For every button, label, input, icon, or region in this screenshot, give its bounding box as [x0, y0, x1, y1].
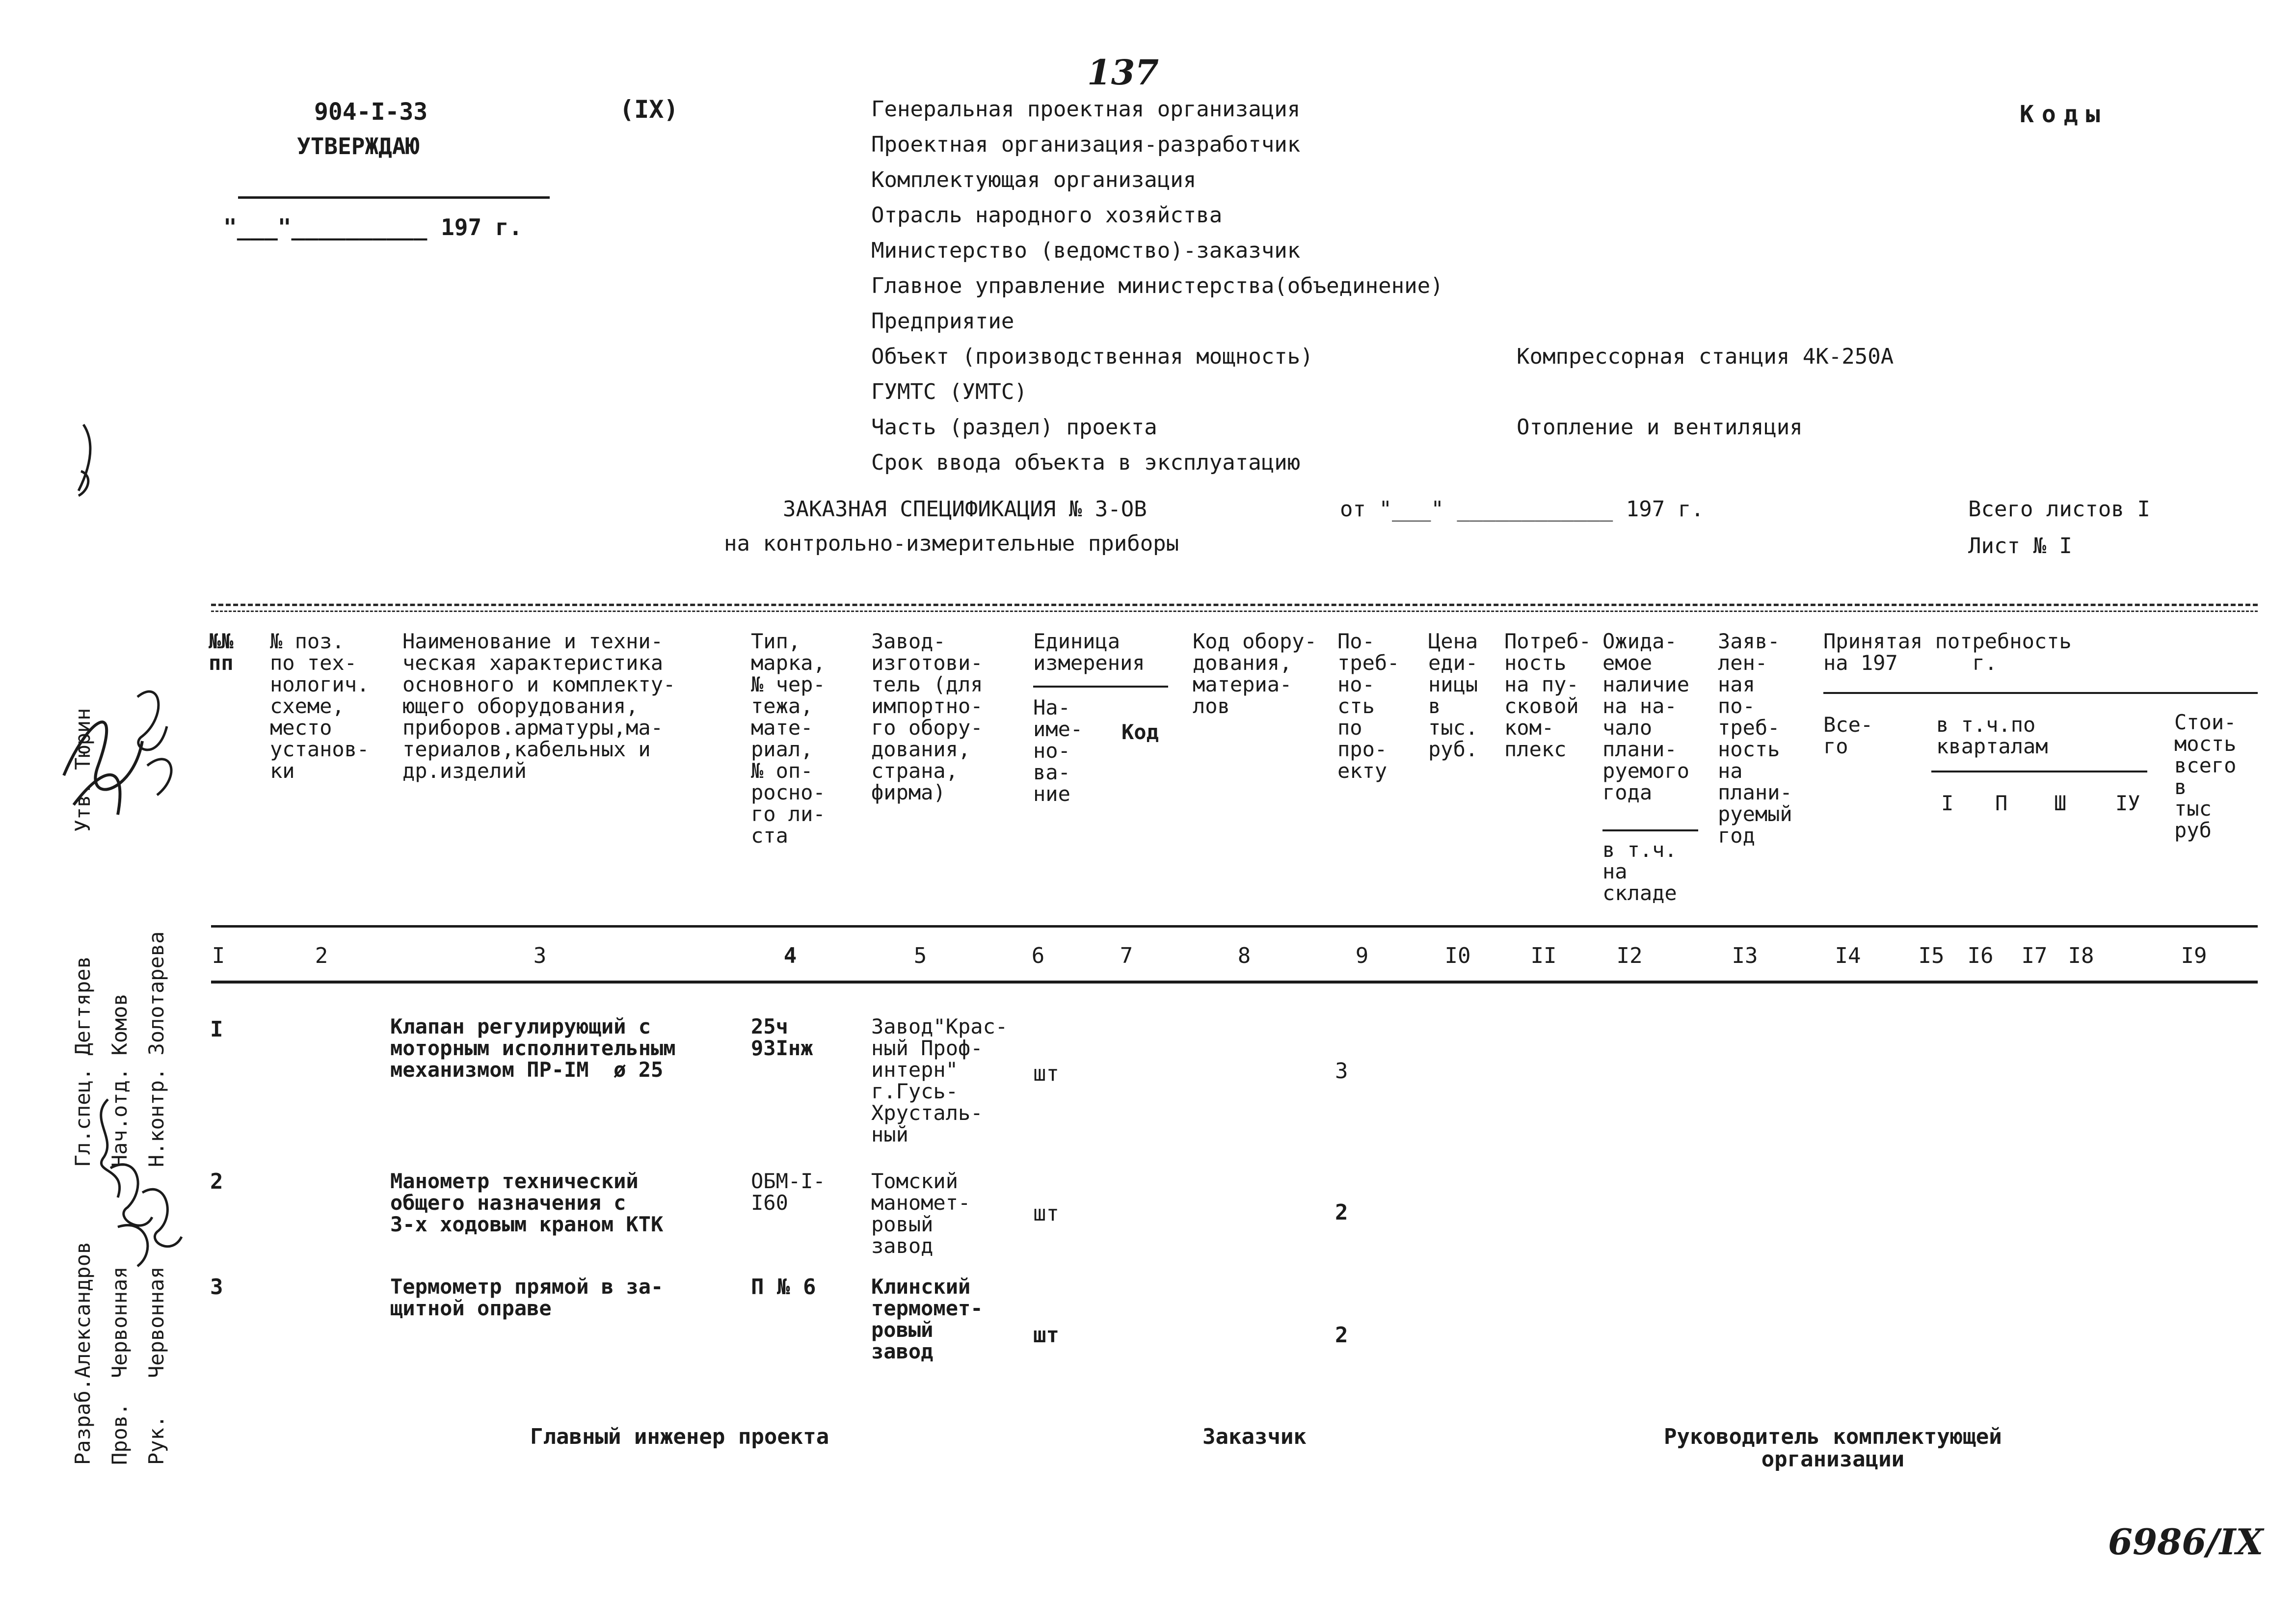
chief-engineer-signature: Главный инженер проекта	[530, 1424, 829, 1449]
org-line: Отрасль народного хозяйства	[871, 203, 1223, 228]
org-line: Объект (производственная мощность)	[871, 344, 1313, 369]
part-value: Отопление и вентиляция	[1517, 415, 1803, 440]
object-value: Компрессорная станция 4К-250А	[1517, 344, 1894, 369]
column-number: I5	[1918, 943, 1945, 968]
header-col-9: По- треб- но- сть по про- екту	[1337, 629, 1400, 783]
header-col-6: На- име- но- ва- ние	[1033, 695, 1083, 806]
supplier-signature: Руководитель комплектующей организации	[1664, 1424, 2002, 1472]
stock-divider	[1602, 829, 1698, 831]
album-number: (IX)	[619, 95, 679, 124]
org-line: Министерство (ведомство)-заказчик	[871, 238, 1301, 263]
row-item-name: Манометр технический общего назначения с 3-х ходовым краном КТК	[390, 1169, 664, 1236]
org-line: Срок ввода объекта в эксплуатацию	[871, 450, 1301, 475]
column-numbers-rule	[211, 981, 2258, 984]
spec-title: ЗАКАЗНАЯ СПЕЦИФИКАЦИЯ № 3-ОВ	[783, 497, 1147, 522]
row-item-qty: 2	[1335, 1323, 1348, 1348]
row-item-qty: 2	[1335, 1200, 1348, 1225]
codes-label: Коды	[2020, 101, 2108, 128]
quarter-label: П	[1995, 791, 2008, 815]
page-number: 137	[1087, 52, 1159, 93]
table-top-rule	[211, 611, 2258, 612]
stamp-line-3: Рук. Червонная Н.контр. Золотарева	[144, 931, 168, 1465]
row-item-type: 25ч 93Iнж	[751, 1014, 813, 1060]
column-number: I8	[2068, 943, 2094, 968]
org-line: Часть (раздел) проекта	[871, 415, 1157, 440]
column-number: I3	[1732, 943, 1758, 968]
row-item-unit: шт	[1033, 1323, 1059, 1348]
header-col-12: Ожида- емое наличие на на- чало плани- руемого года	[1602, 629, 1690, 804]
header-col-13: Заяв- лен- ная по- треб- ность на плани- руемый год	[1718, 629, 1792, 848]
column-number: I4	[1835, 943, 1861, 968]
table-top-rule	[211, 604, 2258, 606]
org-line: Генеральная проектная организация	[871, 97, 1301, 122]
unit-divider	[1033, 686, 1168, 688]
row-item-maker: Томский маномет- ровый завод	[871, 1169, 971, 1258]
header-col-10: Цена еди- ницы в тыс. руб.	[1428, 629, 1478, 761]
column-number: 6	[1031, 943, 1045, 968]
row-item-name: Клапан регулирующий с моторным исполнительным механизмом ПР-IМ ø 25	[390, 1014, 676, 1082]
column-number: I7	[2021, 943, 2048, 968]
row-item-maker: Клинский термомет- ровый завод	[871, 1275, 983, 1363]
row-item-unit: шт	[1033, 1201, 1059, 1226]
column-number: I2	[1616, 943, 1643, 968]
org-line: Комплектующая организация	[871, 167, 1197, 192]
header-col-7: Код	[1121, 720, 1159, 744]
row-item-type: ОБМ-I- I60	[751, 1169, 826, 1215]
accepted-divider	[1823, 692, 2258, 694]
row-item-maker: Завод"Крас- ный Проф- интерн" г.Гусь- Хрусталь- ный	[871, 1014, 1008, 1146]
header-col-8: Код обору- дования, материа- лов	[1193, 629, 1317, 718]
column-number: 2	[315, 943, 328, 968]
org-line: Главное управление министерства(объединение)	[871, 273, 1443, 298]
column-number: 9	[1355, 943, 1369, 968]
quarters-divider	[1931, 771, 2147, 772]
quarter-label: I	[1941, 791, 1954, 815]
row-item-type: П № 6	[751, 1275, 816, 1300]
quarter-label: Ш	[2054, 791, 2067, 815]
row-number: 2	[210, 1169, 223, 1194]
org-line: Проектная организация-разработчик	[871, 132, 1301, 157]
stamp-line-1: Разраб.Александров Гл.спец. Дегтярев Утв. Тюрин	[71, 708, 95, 1465]
header-col-14-18: Принятая потребность на 197 г.	[1823, 629, 2072, 675]
column-number: 4	[783, 943, 797, 968]
approve-date-line: "___"__________ 197 г.	[223, 214, 523, 240]
handwritten-signatures	[44, 422, 221, 1502]
header-col-12-stock: в т.ч. на складе	[1602, 838, 1677, 905]
doc-number: 904-I-33	[314, 98, 428, 126]
column-number: I0	[1444, 943, 1471, 968]
stamp-line-2: Пров. Червонная Нач.отд. Комов	[107, 993, 132, 1465]
row-item-qty: 3	[1335, 1059, 1348, 1084]
spec-date: от "___" ____________ 197 г.	[1340, 497, 1704, 522]
header-col-1: №№ пп	[209, 629, 234, 675]
column-number: 8	[1237, 943, 1251, 968]
column-number: II	[1530, 943, 1557, 968]
header-col-6-7: Единица измерения	[1033, 629, 1145, 675]
header-bottom-rule	[211, 925, 2258, 928]
column-number: 5	[913, 943, 927, 968]
header-col-2: № поз. по тех- нологич. схеме, место установ- ки	[270, 629, 370, 783]
header-col-19: Стои- мость всего в тыс руб	[2174, 710, 2237, 842]
column-number: I9	[2181, 943, 2207, 968]
customer-signature: Заказчик	[1202, 1424, 1307, 1449]
header-col-5: Завод- изготови- тель (для импортно- го обору- дования, страна, фирма)	[871, 629, 983, 804]
sheet-number: Лист № I	[1968, 533, 2072, 559]
row-number: 3	[210, 1275, 223, 1300]
header-col-4: Тип, марка, № чер- тежа, мате- риал, № оп- росно- го ли- ста	[751, 629, 826, 848]
org-line: Предприятие	[871, 309, 1015, 334]
archive-number: 6986/IX	[2108, 1521, 2264, 1563]
row-number: I	[210, 1017, 223, 1042]
approve-label: УТВЕРЖДАЮ	[297, 133, 420, 160]
row-item-name: Термометр прямой в за- щитной оправе	[390, 1275, 664, 1320]
header-col-11: Потреб- ность на пу- сковой ком- плекс	[1504, 629, 1592, 761]
header-col-3: Наименование и техни- ческая характеристика основного и комплекту- ющего оборудования, приборов.арматуры,ма- териалов,кабельных и др.изделий	[402, 629, 676, 783]
row-item-unit: шт	[1033, 1061, 1059, 1086]
column-number: I	[212, 943, 225, 968]
header-col-14: Все- го	[1823, 713, 1873, 758]
spec-subtitle: на контрольно-измерительные приборы	[724, 531, 1179, 556]
quarter-label: IУ	[2115, 791, 2140, 815]
total-sheets: Всего листов I	[1968, 497, 2150, 522]
column-number: 3	[533, 943, 547, 968]
header-col-15-18: в т.ч.по кварталам	[1936, 713, 2048, 758]
column-number: 7	[1120, 943, 1133, 968]
approve-signature-line	[238, 196, 550, 199]
column-number: I6	[1967, 943, 1994, 968]
org-line: ГУМТС (УМТС)	[871, 379, 1027, 404]
